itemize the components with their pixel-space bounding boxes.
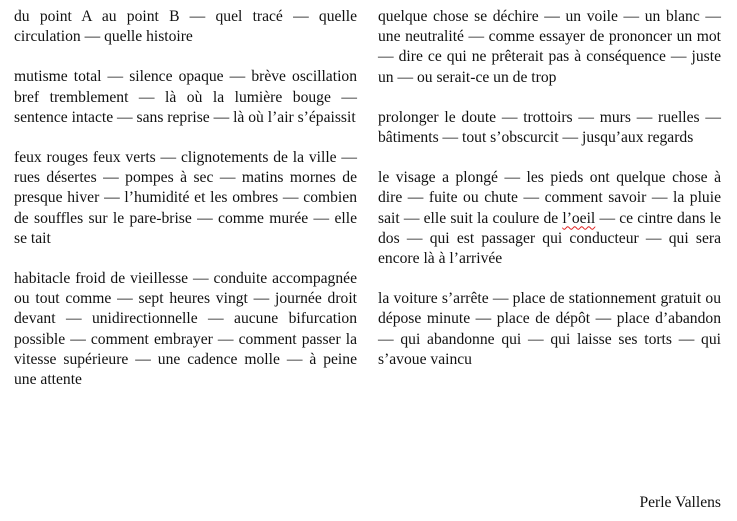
- stanza-7-text-before: le visage a plongé — les pieds ont quelque chose à dire — fuite ou chute — comment savoir — la pluie sait — elle suit la coulure de: [378, 169, 721, 227]
- stanza-7: [378, 168, 721, 269]
- stanza-2: mutisme total — silence opaque — brève oscillation bref tremblement — là où la lumière bouge — sentence intacte — sans reprise — là où l’air s’épaissit: [14, 68, 357, 126]
- misspelled-word[interactable]: l’oeil: [562, 209, 596, 227]
- stanza-5: quelque chose se déchire — un voile — un blanc — une neutralité — comme essayer de prononcer un mot — dire ce qui ne prêterait pas à conséquence — juste un — ou serait-ce un de trop: [378, 8, 721, 86]
- right-column: [378, 7, 721, 370]
- author-signature: Perle Vallens: [639, 494, 721, 511]
- stanza-1: du point A au point B — quel tracé — quelle circulation — quelle histoire: [14, 8, 357, 46]
- stanza-4: habitacle froid de vieillesse — conduite accompagnée ou tout comme — sept heures vingt — journée droit devant — unidirectionnelle — aucune bifurcation possible — comment embrayer — comment passer la vitesse supérieure — une cadence molle — à peine une attente: [14, 270, 357, 389]
- left-column: [14, 7, 357, 390]
- stanza-3: feux rouges feux verts — clignotements de la ville — rues désertes — pompes à sec — matins mornes de presque hiver — l’humidité et les ombres — combien de souffles sur le pare-brise — comme murée — elle se tait: [14, 149, 357, 247]
- stanza-7-text-after: — ce cintre dans le dos — qui est passager qui conducteur — qui sera encore là à l’arrivée: [378, 209, 722, 268]
- stanza-6: prolonger le doute — trottoirs — murs — ruelles — bâtiments — tout s’obscurcit — jusqu’aux regards: [378, 108, 721, 147]
- stanza-8: la voiture s’arrête — place de stationnement gratuit ou dépose minute — place de dépôt — place d’abandon — qui abandonne qui — qui laisse ses torts — qui s’avoue vaincu: [378, 290, 721, 368]
